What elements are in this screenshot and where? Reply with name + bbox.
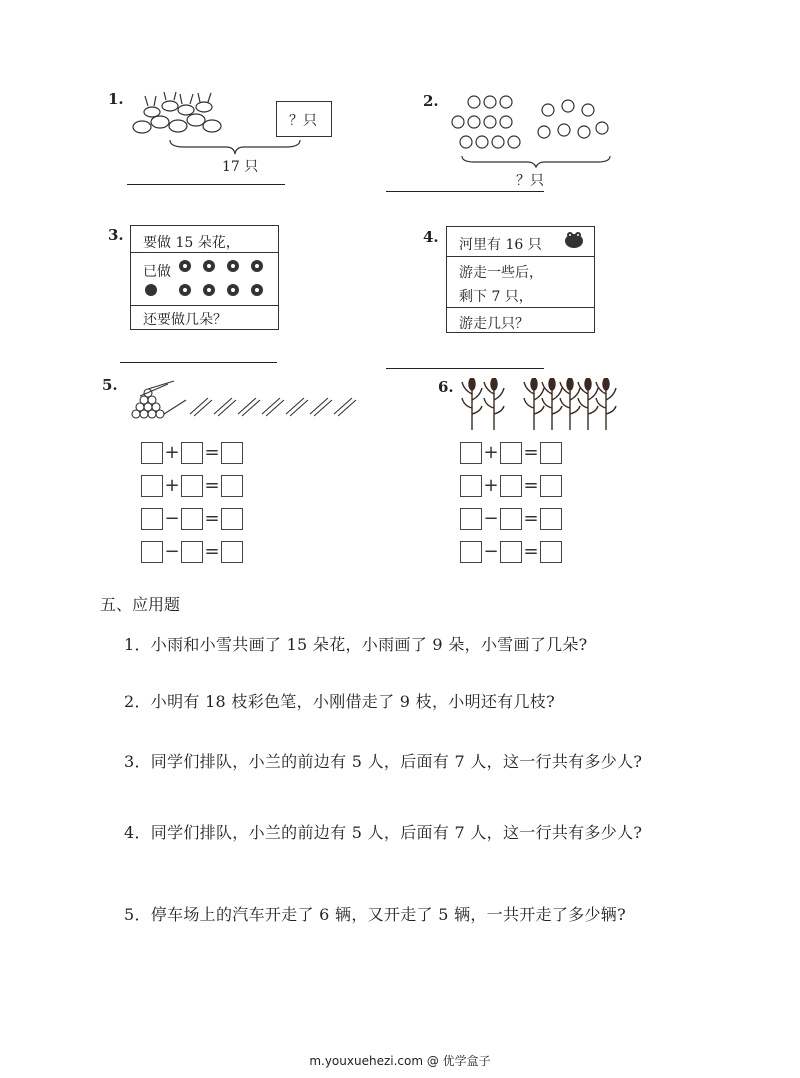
problem-5-equation-3 — [141, 508, 243, 530]
word-problem-4: 4．同学们排队，小兰的前边有 5 人，后面有 7 人，这一行共有多少人? — [124, 823, 643, 842]
plus-sign: + — [164, 442, 180, 463]
answer-box[interactable] — [460, 442, 482, 464]
answer-box[interactable] — [141, 442, 163, 464]
problem-6-number: 6. — [438, 378, 454, 396]
answer-box[interactable] — [500, 442, 522, 464]
problem-3-answer-line[interactable] — [120, 362, 277, 363]
answer-box[interactable] — [181, 475, 203, 497]
answer-box[interactable] — [221, 475, 243, 497]
plus-sign: + — [483, 475, 499, 496]
problem-4-number: 4. — [423, 228, 439, 246]
frog-icon — [563, 230, 585, 250]
answer-box[interactable] — [540, 541, 562, 563]
minus-sign: − — [164, 508, 180, 529]
answer-box[interactable] — [221, 541, 243, 563]
corn-plants-illustration — [458, 378, 622, 432]
minus-sign: − — [164, 541, 180, 562]
problem-4-line-4: 游走几只？ — [459, 316, 529, 332]
rabbits-illustration — [130, 92, 225, 142]
problem-4-table — [446, 226, 595, 333]
answer-box[interactable] — [540, 475, 562, 497]
equals-sign: = — [523, 442, 539, 463]
answer-box[interactable] — [460, 475, 482, 497]
word-problem-5: 5．停车场上的汽车开走了 6 辆，又开走了 5 辆，一共开走了多少辆? — [124, 905, 626, 924]
problem-4-answer-line[interactable] — [386, 368, 544, 369]
problem-2-question: ？只 — [516, 173, 544, 189]
equals-sign: = — [204, 442, 220, 463]
answer-box[interactable] — [181, 541, 203, 563]
answer-box[interactable] — [141, 475, 163, 497]
equals-sign: = — [523, 508, 539, 529]
problem-5-number: 5. — [102, 376, 118, 394]
problem-1-brace — [168, 138, 302, 156]
problem-1-box-text: ？只 — [289, 113, 317, 129]
problem-5-equation-2 — [141, 475, 243, 497]
problem-2-number: 2. — [423, 92, 439, 110]
flowers-illustration — [175, 256, 275, 300]
word-problem-1: 1．小雨和小雪共画了 15 朵花，小雨画了 9 朵，小雪画了几朵? — [124, 635, 588, 654]
problem-5-equation-4 — [141, 541, 243, 563]
plus-sign: + — [164, 475, 180, 496]
problem-2-brace — [460, 154, 612, 168]
problem-2-answer-line[interactable] — [386, 191, 544, 192]
answer-box[interactable] — [460, 508, 482, 530]
word-problem-3: 3．同学们排队，小兰的前边有 5 人，后面有 7 人，这一行共有多少人? — [124, 752, 643, 771]
equals-sign: = — [204, 508, 220, 529]
minus-sign: − — [483, 541, 499, 562]
equals-sign: = — [523, 475, 539, 496]
problem-4-line-1: 河里有 16 只 — [459, 237, 542, 253]
problem-3-line-3: 还要做几朵？ — [143, 312, 227, 328]
problem-3-line-1: 要做 15 朵花， — [143, 235, 240, 251]
problem-4-line-3: 剩下 7 只， — [459, 289, 533, 305]
answer-box[interactable] — [181, 508, 203, 530]
chicks-illustration — [444, 92, 612, 158]
problem-3-table — [130, 225, 279, 330]
equals-sign: = — [204, 541, 220, 562]
answer-box[interactable] — [540, 442, 562, 464]
answer-box[interactable] — [500, 475, 522, 497]
answer-box[interactable] — [540, 508, 562, 530]
answer-box[interactable] — [500, 508, 522, 530]
problem-4-line-2: 游走一些后， — [459, 265, 543, 281]
answer-box[interactable] — [181, 442, 203, 464]
problem-6-equation-2 — [460, 475, 562, 497]
problem-3-line-2: 已做 — [143, 264, 171, 280]
equals-sign: = — [204, 475, 220, 496]
answer-box[interactable] — [141, 508, 163, 530]
answer-box[interactable] — [460, 541, 482, 563]
section-title: 五、应用题 — [100, 595, 181, 614]
sticks-illustration — [128, 378, 360, 422]
problem-6-equation-4 — [460, 541, 562, 563]
problem-1-answer-line[interactable] — [127, 184, 285, 185]
problem-1-number: 1. — [108, 90, 124, 108]
equals-sign: = — [523, 541, 539, 562]
flower-icon — [145, 284, 157, 296]
problem-3-number: 3. — [108, 226, 124, 244]
plus-sign: + — [483, 442, 499, 463]
answer-box[interactable] — [500, 541, 522, 563]
problem-6-equation-3 — [460, 508, 562, 530]
minus-sign: − — [483, 508, 499, 529]
problem-1-total: 17 只 — [222, 159, 259, 175]
answer-box[interactable] — [141, 541, 163, 563]
problem-6-equation-1 — [460, 442, 562, 464]
answer-box[interactable] — [221, 442, 243, 464]
problem-1-answer-box — [276, 101, 332, 137]
word-problem-2: 2．小明有 18 枝彩色笔，小刚借走了 9 枝，小明还有几枝? — [124, 692, 555, 711]
footer: m.youxuehezi.com @ 优学盒子 — [309, 1054, 491, 1068]
problem-5-equation-1 — [141, 442, 243, 464]
answer-box[interactable] — [221, 508, 243, 530]
